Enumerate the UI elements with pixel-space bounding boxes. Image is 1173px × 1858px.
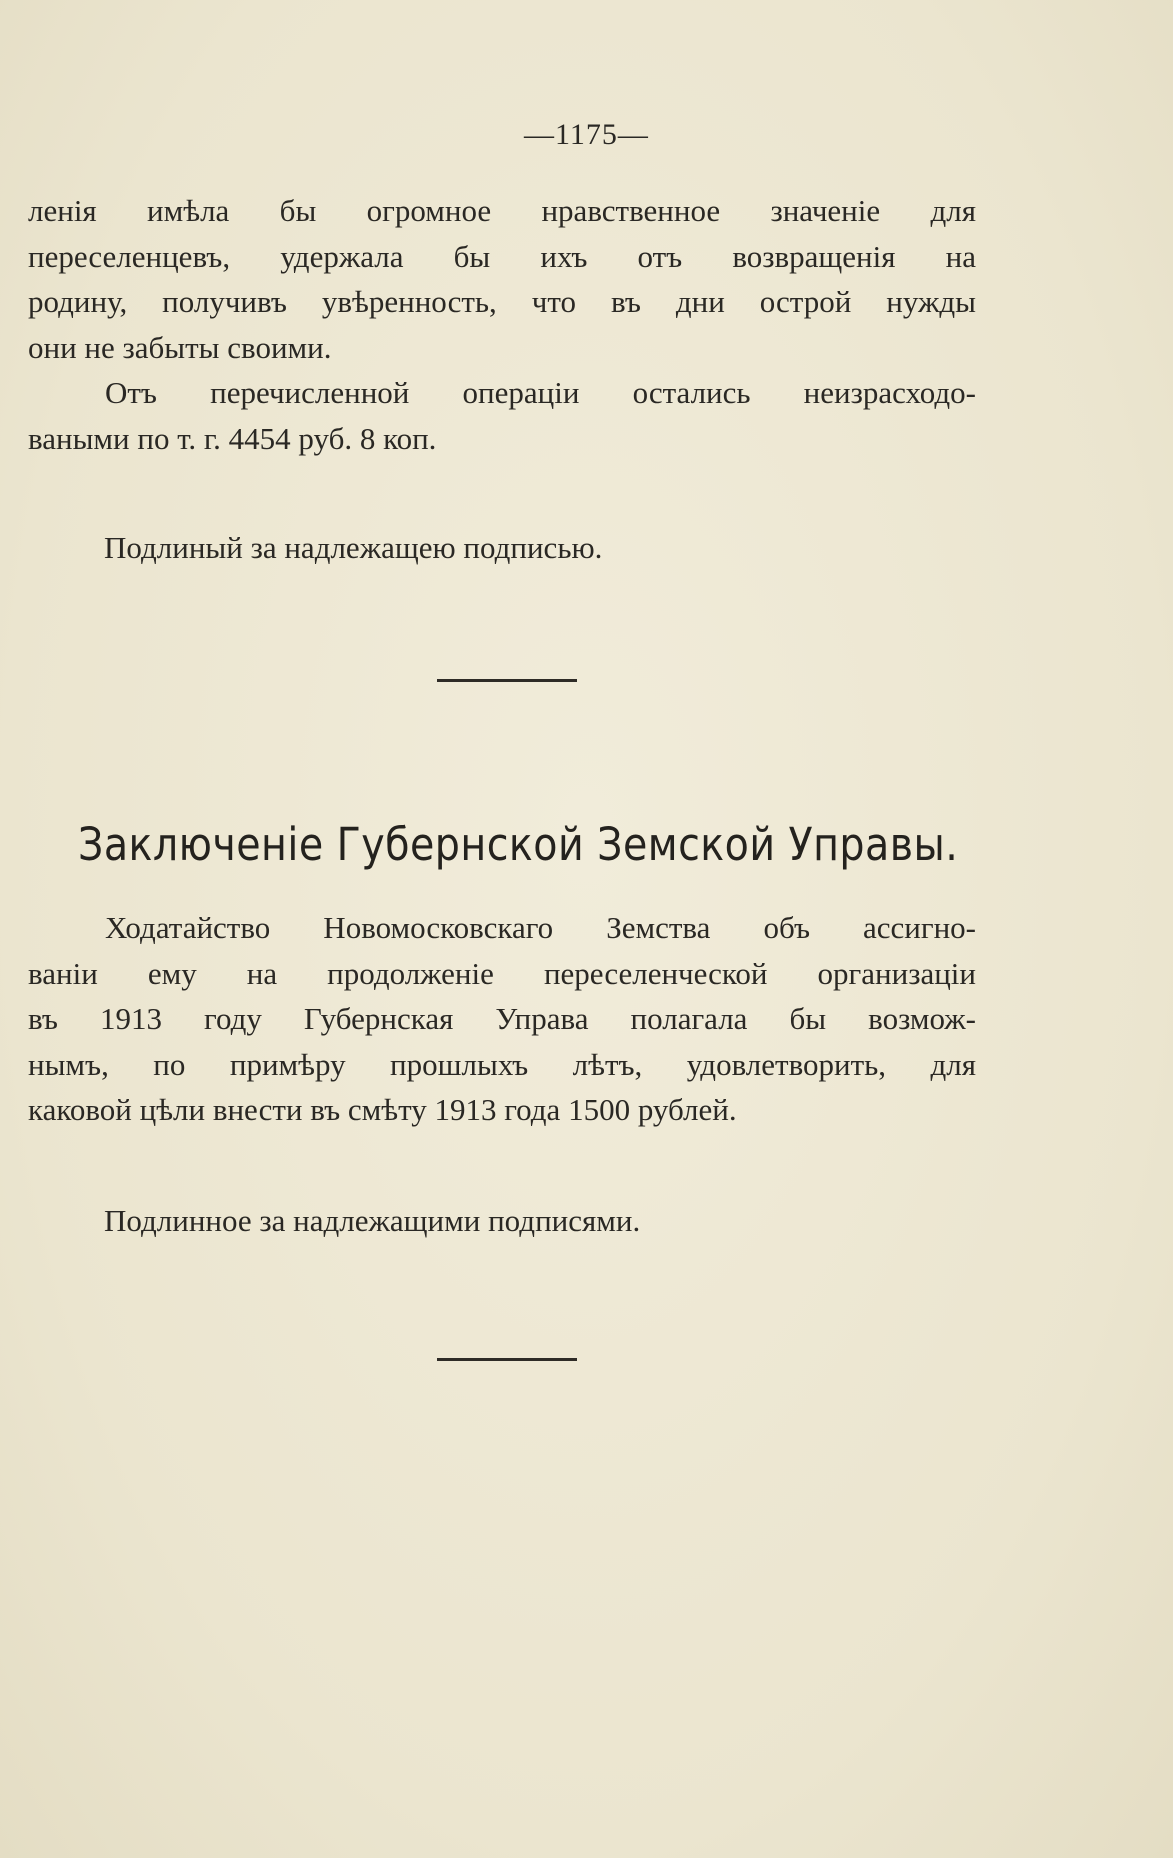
conclusion-paragraph [28, 905, 976, 1133]
text-line: ленія имѣла бы огромное нравственное значеніе для [28, 193, 976, 228]
continuation-paragraph [28, 188, 976, 370]
text-line: каковой цѣли внести въ смѣту 1913 года 1500 рублей. [28, 1092, 737, 1127]
signature-note: Подлиный за надлежащею подписью. [104, 530, 603, 565]
text-line: родину, получивъ увѣренность, что въ дни острой нужды [28, 284, 976, 319]
text-line: въ 1913 году Губернская Управа полагала бы возмож- [28, 1001, 976, 1036]
text-line: ваніи ему на продолженіе переселенческой организаціи [28, 955, 976, 991]
page-number: —1175— [524, 118, 649, 151]
divider-rule [437, 679, 577, 682]
signature-note: Подлинное за надлежащими подписями. [104, 1203, 641, 1238]
text-line: нымъ, по примѣру прошлыхъ лѣтъ, удовлетворить, для [28, 1046, 976, 1082]
text-line: Отъ перечисленной операціи остались неизрасходо- [105, 375, 976, 410]
text-line: ваными по т. г. 4454 руб. 8 коп. [28, 420, 437, 456]
text-line: Ходатайство Новомосковскаго Земства объ ассигно- [105, 910, 976, 945]
remainder-paragraph [28, 370, 976, 461]
text-line: переселенцевъ, удержала бы ихъ отъ возвращенія на [28, 238, 976, 274]
divider-rule [437, 1358, 577, 1361]
text-line: они не забыты своими. [28, 329, 332, 365]
section-heading: Заключеніе Губернской Земской Управы. [78, 818, 959, 871]
